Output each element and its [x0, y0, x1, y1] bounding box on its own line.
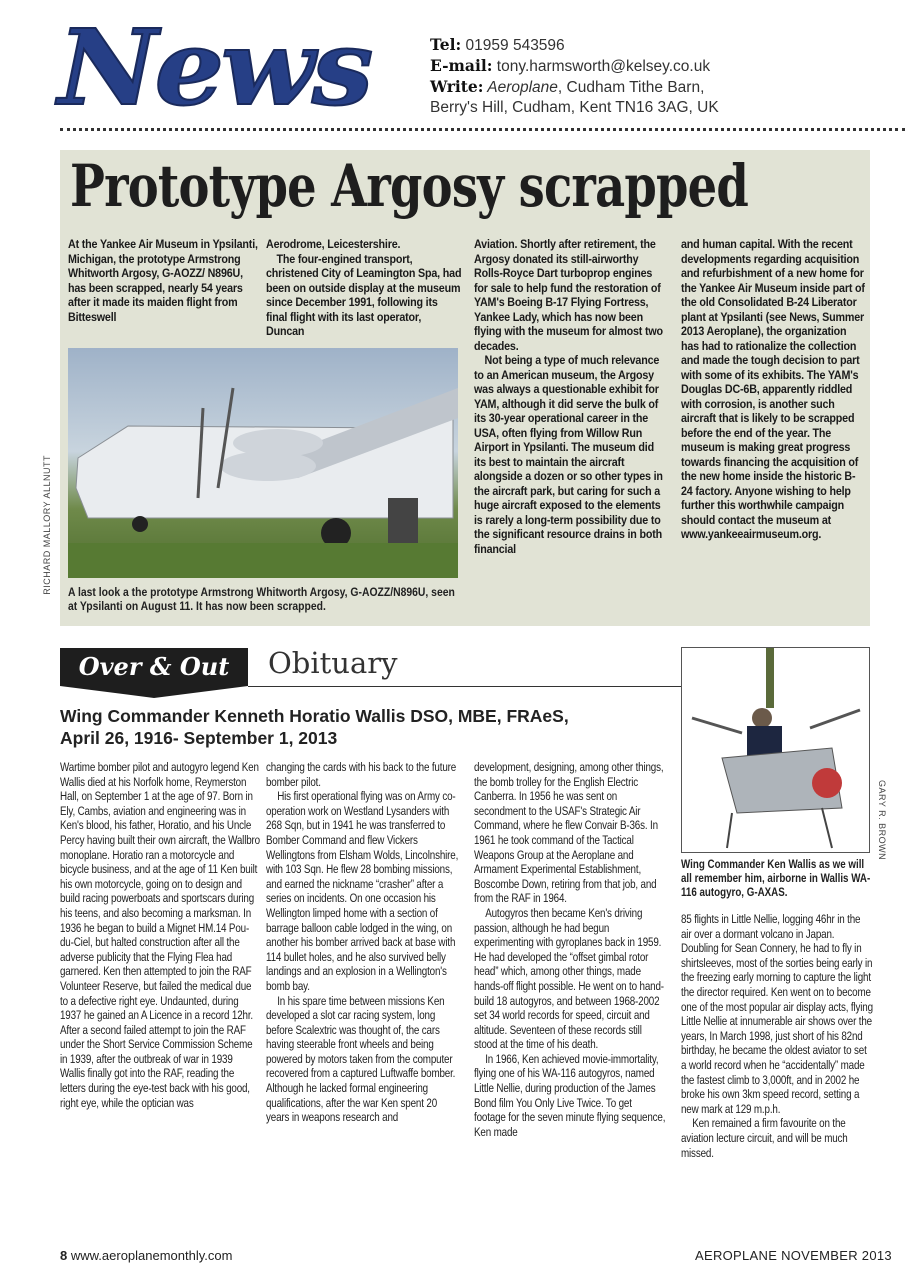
- news-column-3: [474, 237, 666, 556]
- obit-photo-caption: [681, 858, 871, 900]
- paragraph: Autogyros then became Ken's driving passion, although he had begun experimenting with gyroplanes back in 1959. He had developed the “offset gimbal rotor head” which, among other things, made hands-off flight possible. He went on to hand-build 18 autogyros, and between 1968-2002 set 34 world records for speed, circuit and altitude. Seventeen of these records still stood at the time of his death.: [474, 905, 664, 1052]
- address-line-2: Berry's Hill, Cudham, Kent TN16 3AG, UK: [430, 99, 719, 116]
- write-label: Write:: [430, 77, 484, 96]
- paragraph: The four-engined transport, christened City of Leamington Spa, had been on outside display at the museum since December 1991, following its final flight with its last operator, Duncan: [266, 251, 462, 338]
- email-label: E-mail:: [430, 56, 493, 75]
- paragraph: and human capital. With the recent developments regarding acquisition and refurbishment of a new home for the Yankee Air Museum inside part of the old Consolidated B-24 Liberator plant at Ypsilanti (see News, Summer 2013 Aeroplane), the organization has had to rationalize the collection and made the tough decision to part with some of its exhibits. The YAM's Douglas DC-6B, apparently riddled with corrosion, is another such aircraft that is likely to be scrapped before the end of the year. The museum is making great progress towards financing the acquisition of the new home inside the historic B-24 factory. Anyone wishing to help further this worthwhile campaign should contact the museum at www.yankeeairmuseum.org.: [681, 237, 865, 541]
- obit-photo-credit: GARY R. BROWN: [877, 780, 887, 861]
- paragraph: Not being a type of much relevance to an American museum, the Argosy was always a questionable exhibit for YAM, although it did serve the bulk of its 30-year operational career in the USA, often flying from Willow Run Airport in Ypsilanti. The museum did its best to maintain the aircraft alongside a dozen or so other types in the aircraft park, but caring for such a huge aircraft exposed to the elements is rarely a long-term possibility due to the significant resource drains in both financial: [474, 353, 663, 556]
- paragraph: Wartime bomber pilot and autogyro legend Ken Wallis died at his Norfolk home, Reymerston Hall, on September 1 at the age of 97. Born in Ely, Cambs, aviation and engineering was in Ken's blood, his father, Horatio, and his Uncle Percy having built their own aircraft, the Wallbro monoplane. Horatio ran a motorcycle and bicycle business, and at the age of 11 Ken built his own motorcycle, going on to design and build racing powerboats and sportscars during his teens, and also becoming a marksman. In 1936 he began to build a Mignet HM.14 Pou-du-Ciel, but halted construction after all the adverse publicity that the Flying Flea had garnered. Ken then attempted to join the RAF Volunteer Reserve, but failed the medical due to a defective right eye. Undaunted, during 1937 he gained an A Licence in a record 12hr. After a second failed attempt to join the RAF under the Short Service Commission Scheme in 1939, after the outbreak of war in 1939 Wallis finally got into the RAF, reading the letters during the eye-test back with his good, right eye, while the optician was: [60, 760, 260, 1110]
- obituary-dates: April 26, 1916- September 1, 2013: [60, 728, 338, 748]
- news-column-4: [681, 237, 865, 542]
- issue-label: AEROPLANE NOVEMBER 2013: [695, 1248, 892, 1263]
- paragraph: Aerodrome, Leicestershire.: [266, 237, 401, 251]
- over-and-out-banner: Over & Out: [60, 648, 248, 686]
- paragraph: Ken remained a firm favourite on the aviation lecture circuit, and will be much missed.: [681, 1116, 848, 1160]
- dotted-divider: [60, 128, 905, 131]
- address-line-1: , Cudham Tithe Barn,: [557, 79, 705, 96]
- page-number: 8: [60, 1248, 68, 1263]
- paragraph: development, designing, among other things, the bomb trolley for the English Electric Canberra. In 1956 he was sent on secondment to the USAF's Strategic Air Command, where he flew Convair B-36s. In 1961 he took command of the Tactical Weapons Group at the Aeroplane and Armament Experimental Establishment, Boscombe Down, retiring from that job, and from the RAF in 1964.: [474, 760, 664, 906]
- obit-column-1: [60, 760, 260, 1110]
- section-rule: [248, 686, 681, 687]
- tel-number: 01959 543596: [461, 37, 565, 54]
- obit-photo-caption-text: Wing Commander Ken Wallis as we will all remember him, airborne in Wallis WA-116 autogyro, G-AXAS.: [681, 859, 871, 899]
- news-logo: News: [58, 6, 371, 129]
- tel-label: Tel:: [430, 35, 462, 54]
- footer-left: [60, 1248, 232, 1263]
- news-headline: Prototype Argosy scrapped: [70, 152, 748, 220]
- email-address[interactable]: tony.harmsworth@kelsey.co.uk: [492, 58, 711, 75]
- news-column-2: [266, 237, 461, 339]
- news-column-1: [68, 237, 258, 324]
- obituary-title: [60, 705, 569, 749]
- paragraph: changing the cards with his back to the future bomber pilot.: [266, 760, 457, 789]
- paragraph: In his spare time between missions Ken developed a slot car racing system, long before Scalextric was thought of, the cars having steerable front wheels and being powered by motors taken from the computer recovered from a captured Luftwaffe bomber. Although he lacked formal engineering qualifications, after the war Ken spent 20 years in weapons research and: [266, 993, 456, 1125]
- photo-caption-text: A last look a the prototype Armstrong Whitworth Argosy, G-AOZZ/N896U, seen at Ypsilanti on August 11. It has now been scrapped.: [68, 585, 455, 613]
- banner-arrow: [60, 686, 248, 698]
- paragraph: His first operational flying was on Army co-operation work on Westland Lysanders with 268 Sqn, but in 1941 he was transferred to Bomber Command and flew Vickers Wellingtons from Elsham Wolds, Lincolnshire, with 103 Sqn. He flew 28 bombing missions, and earned the nickname “crasher” after a series on incidents. On one occasion his Wellington limped home with a section of barrage balloon cable lodged in the wing, on another his bomber arrived back at base with 114 bullet holes, and he also survived belly landings and an explosion in a Wellington's bomb bay.: [266, 789, 459, 993]
- obit-column-3: [474, 760, 666, 1139]
- obit-column-2: [266, 760, 462, 1125]
- contact-info: [430, 35, 719, 118]
- website-link[interactable]: www.aeroplanemonthly.com: [67, 1248, 233, 1263]
- paragraph: At the Yankee Air Museum in Ypsilanti, Michigan, the prototype Armstrong Whitworth Argosy, G-AOZZ/ N896U, has been scrapped, nearly 54 years after it made its maiden flight from Bitteswell: [68, 237, 258, 324]
- obituary-name: Wing Commander Kenneth Horatio Wallis DSO, MBE, FRAeS,: [60, 706, 569, 726]
- section-title: Obituary: [268, 646, 398, 680]
- paragraph: In 1966, Ken achieved movie-immortality, flying one of his WA-116 autogyros, named Little Nellie, during production of the James Bond film You Only Live Twice. To get footage for the seven minute flying sequence, Ken made: [474, 1051, 666, 1139]
- obit-column-4: [681, 912, 873, 1160]
- publication-name: Aeroplane: [483, 79, 558, 96]
- paragraph: Aviation. Shortly after retirement, the Argosy donated its still-airworthy Rolls-Royce Dart turboprop engines for sale to help fund the restoration of YAM's Boeing B-17 Flying Fortress, Yankee Lady, which has now been flying with the museum for almost two decades.: [474, 237, 663, 353]
- autogyro-photo: [681, 647, 870, 853]
- photo-credit: RICHARD MALLORY ALLNUTT: [42, 455, 52, 595]
- paragraph: 85 flights in Little Nellie, logging 46hr in the air over a dormant volcano in Japan. Doubling for Sean Connery, he had to fly in shirtsleeves, most of the sorties being early in the freezing early morning to capture the light the director required. Ken went on to become one of the most popular air display acts, flying Little Nellie at innumerable air shows over the years, In March 1998, just short of his 82nd birthday, he became the oldest aviator to set a world record when he “accidentally” made the fastest climb to 3,000ft, and in 2002 he broke his own 3km speed record, setting a new mark at 129 m.p.h.: [681, 912, 873, 1116]
- photo-caption: [68, 585, 463, 613]
- argosy-photo: [68, 348, 458, 578]
